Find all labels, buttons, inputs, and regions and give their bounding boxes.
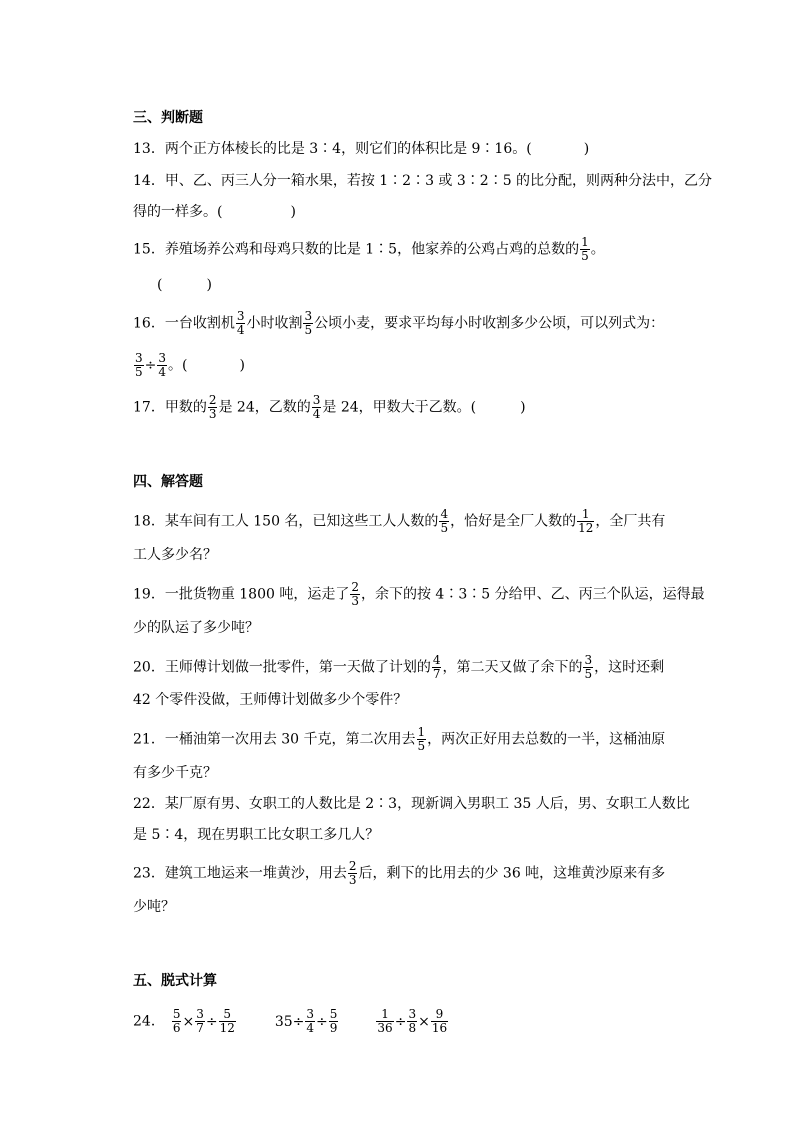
fraction: $\frac{3}{5}$ xyxy=(584,653,593,681)
fraction: $\frac{4}{5}$ xyxy=(440,507,449,535)
fraction: $\frac{1}{5}$ xyxy=(417,725,426,753)
question-14-line-2 xyxy=(133,202,296,222)
section-3-title: 三、判断题 xyxy=(133,110,203,126)
question-23-line-2: 少吨？ xyxy=(133,899,175,915)
q15-text: 15．养殖场养公鸡和母鸡只数的比是 1∶5，他家养的公鸡占鸡的总数的 xyxy=(133,241,580,258)
question-16-line-2: $\frac{3}{5}$ ÷ $\frac{3}{4}$ 。( ) xyxy=(135,351,245,379)
fraction: $\frac{3}{8}$ xyxy=(408,1007,417,1035)
question-20-line-2: 42 个零件没做，王师傅计划做多少个零件？ xyxy=(133,692,408,708)
fraction: $\frac{4}{7}$ xyxy=(432,653,441,681)
q14-close-paren: ) xyxy=(290,204,296,220)
question-17: 17．甲数的 $\frac{2}{3}$ 是 24，乙数的 $\frac{3}{4}$ 是 24，甲数大于乙数。( ) xyxy=(133,393,526,421)
fraction: $\frac{3}{7}$ xyxy=(196,1007,204,1035)
question-14-line-1: 14．甲、乙、丙三人分一箱水果，若按 1∶2∶3 或 3∶2∶5 的比分配，则两种分法中，乙分 xyxy=(133,173,713,189)
question-22-line-1: 22．某厂原有男、女职工的人数比是 2∶3，现新调入男职工 35 人后，男、女职工人数比 xyxy=(133,796,690,812)
question-19-line-2: 少的队运了多少吨？ xyxy=(133,620,259,636)
q13-text: 13．两个正方体棱长的比是 3∶4，则它们的体积比是 9∶16。( xyxy=(133,141,532,157)
question-18-line-2: 工人多少名？ xyxy=(133,547,217,563)
question-20-line-1: 20．王师傅计划做一批零件，第一天做了计划的 $\frac{4}{7}$ ，第二天又做了余下的 $\frac{3}{5}$ ，这时还剩 xyxy=(133,653,665,681)
fraction: $\frac{2}{3}$ xyxy=(351,580,359,608)
question-21-line-2: 有多少千克？ xyxy=(133,765,217,781)
fraction: $\frac{1}{12}$ xyxy=(578,507,594,535)
section-5-title: 五、脱式计算 xyxy=(133,973,217,989)
fraction: $\frac{2}{3}$ xyxy=(348,859,357,887)
question-19-line-1: 19．一批货物重 1800 吨，运走了 $\frac{2}{3}$ ，余下的按 4∶3∶5 分给甲、乙、丙三个队运，运得最 xyxy=(133,580,705,608)
fraction: $\frac{3}{5}$ xyxy=(304,309,313,337)
section-4-title: 四、解答题 xyxy=(133,474,203,490)
question-13 xyxy=(133,139,589,159)
fraction: $\frac{3}{4}$ xyxy=(236,309,245,337)
fraction: $\frac{5}{6}$ xyxy=(172,1007,181,1035)
fraction: $\frac{2}{3}$ xyxy=(208,393,217,421)
fraction: $\frac{1}{5}$ xyxy=(581,235,589,263)
fraction: $\frac{5}{9}$ xyxy=(329,1007,338,1035)
fraction: $\frac{3}{4}$ xyxy=(312,393,321,421)
question-24 xyxy=(133,1008,449,1035)
question-23-line-1: 23．建筑工地运来一堆黄沙，用去 $\frac{2}{3}$ 后，剩下的比用去的少 36 吨，这堆黄沙原来有多 xyxy=(133,859,666,887)
question-16-line-1: 16．一台收割机 $\frac{3}{4}$ 小时收割 $\frac{3}{5}$ 公顷小麦，要求平均每小时收割多少公顷，可以列式为： xyxy=(133,309,665,337)
question-21-line-1: 21．一桶油第一次用去 30 千克，第二次用去 $\frac{1}{5}$ ，两次正好用去总数的一半，这桶油原 xyxy=(133,725,666,753)
question-15: 15．养殖场养公鸡和母鸡只数的比是 1∶5，他家养的公鸡占鸡的总数的 $\frac{1}{5}$ 。 xyxy=(133,235,605,263)
fraction: $\frac{9}{16}$ xyxy=(431,1007,448,1035)
fraction: $\frac{1}{36}$ xyxy=(377,1007,393,1035)
q13-close-paren: ) xyxy=(583,141,590,157)
question-18-line-1: 18．某车间有工人 150 名，已知这些工人人数的 $\frac{4}{5}$ ，恰好是全厂人数的 $\frac{1}{12}$ ，全厂共有 xyxy=(133,507,666,535)
expression-1: $\frac{5}{6}$ × $\frac{3}{7}$ ÷ $\frac{5}{12}$ xyxy=(172,1007,235,1035)
q14-text: 得的一样多。( xyxy=(133,204,223,220)
fraction: $\frac{3}{4}$ xyxy=(158,351,167,379)
fraction: $\frac{3}{4}$ xyxy=(306,1007,315,1035)
expression-2: 35÷ $\frac{3}{4}$ ÷ $\frac{5}{9}$ xyxy=(274,1007,338,1035)
fraction: $\frac{3}{5}$ xyxy=(135,351,143,379)
q24-label: 24． xyxy=(133,1013,165,1030)
question-22-line-2: 是 5∶4，现在男职工比女职工多几人？ xyxy=(133,827,380,843)
expression-3: $\frac{1}{36}$ ÷ $\frac{3}{8}$ × $\frac{9}{16}$ xyxy=(377,1007,448,1035)
fraction: $\frac{5}{12}$ xyxy=(219,1007,235,1035)
question-15-answer: ( ) xyxy=(157,277,212,293)
